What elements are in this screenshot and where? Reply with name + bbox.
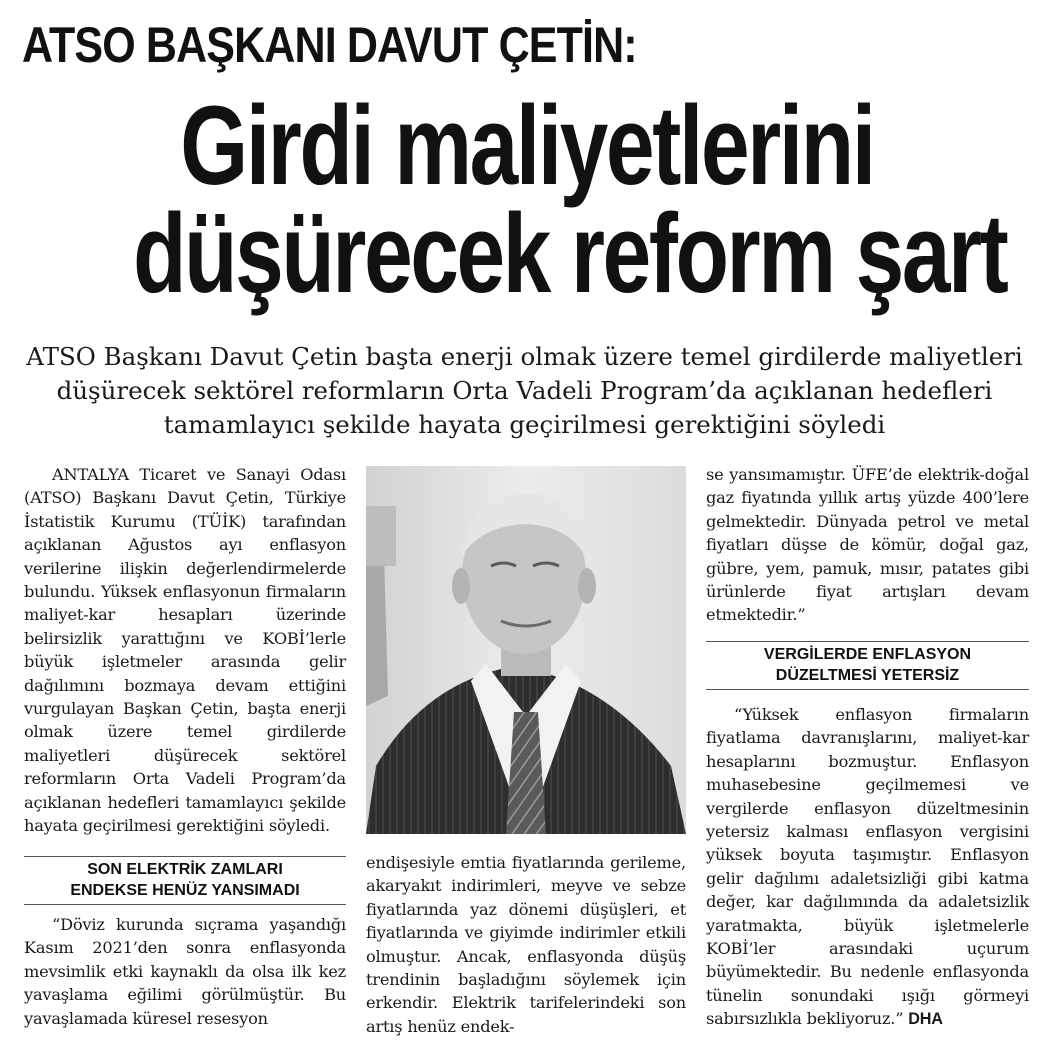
quote-paragraph-2: endişesiyle emtia fiyatlarında gerileme, akaryakıt indirimleri, meyve ve sebze fiyatlarında yaz dönemi düşüşleri, et fiyatlarında ve giyimde indirimler etkili olmuştur. Ancak, enflasyonda düşüş trendinin başladığını söylemek için erkendir. Elektrik tarifelerindeki son artış henüz endek- xyxy=(366,853,686,1036)
column-1-intro xyxy=(24,463,346,838)
byline: DHA xyxy=(908,1010,943,1029)
column-3 xyxy=(706,463,1029,627)
subhead-2-line-1: VERGİLERDE ENFLASYON xyxy=(763,646,972,663)
kicker: ATSO BAŞKANI DAVUT ÇETİN: xyxy=(22,17,637,73)
headline-line-1: Girdi maliyetlerini xyxy=(180,83,874,208)
portrait-photo xyxy=(366,466,686,834)
intro-paragraph: ANTALYA Ticaret ve Sanayi Odası (ATSO) Başkanı Davut Çetin, Türkiye İstatistik Kurumu (TÜİK) tarafından açıklanan Ağustos ayı enflasyon verilerine ilişkin değerlendirmelerde bulundu. Yüksek enflasyonun firmaların maliyet-kar hesapları üzerinde belirsizlik yarattığını ve KOBİ’lerle büyük işletmeler arasında gelir dağılımını bozmaya devam ettiğini vurgulayan Başkan Çetin, başta enerji olmak üzere temel girdilerde maliyetleri düşürecek sektörel reformların Orta Vadeli Program’da açıklanan hedefleri tamamlayıcı şekilde hayata geçirilmesi gerektiğini söyledi. xyxy=(24,465,346,836)
quote-paragraph-3: se yansımamıştır. ÜFE’de elektrik-doğal gaz fiyatında yıllık artış yüzde 400’lere gelmektedir. Dünyada petrol ve metal fiyatları düşse de kömür, doğal gaz, gübre, yem, pamuk, mısır, patates gibi ürünlerde fiyat artışları devam etmektedir.” xyxy=(706,465,1029,625)
quote-text: “Yüksek enflasyon firmaların fiyatlama davranışlarını, maliyet-kar hesaplarını bozmuştur. Enflasyon muhasebesine geçilmemesi ve vergilerde enflasyon düzeltmesinin yetersiz kalması enflasyon vergisini yüksek boyuta taşımıştır. Enflasyon gelir dağılımı adaletsizliği gibi katma değer, kar dağılımında da adaletsizlik yaratmakta, büyük işletmelerle KOBİ’ler arasındaki uçurum büyümektedir. Bu nedenle enflasyonda tünelin sonundaki ışığı görmeyi sabırsızlıkla bekliyoruz.” xyxy=(706,705,1029,1029)
quote-paragraph-1: “Döviz kurunda sıçrama yaşandığı Kasım 2021’den sonra enflasyonda mevsimlik etki kaynaklı da olsa ilk kez yavaşlama eğilimi görülmüştür. Bu yavaşlamada küresel resesyon xyxy=(24,915,346,1028)
deck: ATSO Başkanı Davut Çetin başta enerji olmak üzere temel girdilerde maliyetleri düşürecek sektörel reformların Orta Vadeli Program’da açıklanan hedefleri tamamlayıcı şekilde hayata geçirilmesi gerektiğini söyledi xyxy=(26,342,1023,439)
column-3-continued xyxy=(706,703,1029,1032)
subhead-1 xyxy=(24,856,346,905)
headline xyxy=(133,83,1007,316)
quote-paragraph-4 xyxy=(706,703,1029,1032)
column-1-continued xyxy=(24,913,346,1030)
portrait-image xyxy=(366,466,686,834)
subhead-2 xyxy=(706,641,1029,690)
column-2 xyxy=(366,851,686,1038)
subhead-1-line-1: SON ELEKTRİK ZAMLARI xyxy=(87,861,283,878)
subhead-2-line-2: DÜZELTMESİ YETERSİZ xyxy=(775,667,960,684)
headline-line-2: düşürecek reform şart xyxy=(133,191,1007,316)
subhead-1-line-2: ENDEKSE HENÜZ YANSIMADI xyxy=(70,882,300,899)
